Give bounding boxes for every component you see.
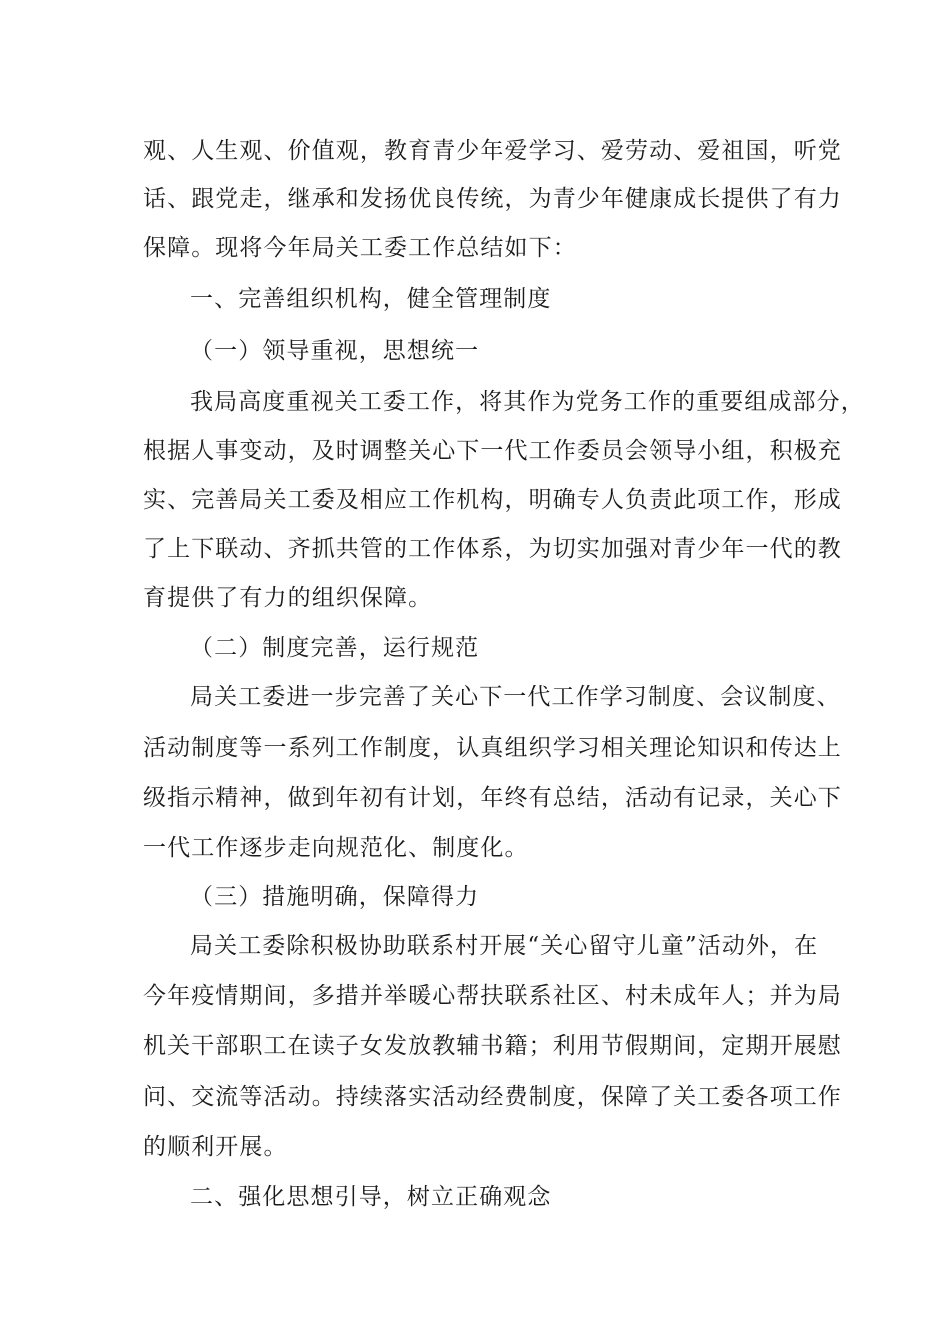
body-text-line: 的顺利开展。 xyxy=(143,1134,288,1160)
body-text-line: 我局高度重视关工委工作，将其作为党务工作的重要组成部分， xyxy=(190,389,865,415)
body-text-line: 一代工作逐步走向规范化、制度化。 xyxy=(143,835,529,861)
body-text-line: 今年疫情期间，多措并举暖心帮扶联系社区、村未成年人；并为局 xyxy=(143,983,842,1009)
body-text-line: 问、交流等活动。持续落实活动经费制度，保障了关工委各项工作 xyxy=(143,1084,842,1110)
body-text-line: 根据人事变动，及时调整关心下一代工作委员会领导小组，积极充 xyxy=(143,438,842,464)
body-text-line: 话、跟党走，继承和发扬优良传统，为青少年健康成长提供了有力 xyxy=(143,186,842,212)
section-heading-2: 二、强化思想引导，树立正确观念 xyxy=(190,1184,552,1210)
body-text-line: 级指示精神，做到年初有计划，年终有总结，活动有记录，关心下 xyxy=(143,785,842,811)
body-text-line: 保障。现将今年局关工委工作总结如下： xyxy=(143,235,577,261)
body-text-line: 实、完善局关工委及相应工作机构，明确专人负责此项工作，形成 xyxy=(143,487,842,513)
body-text-line: 观、人生观、价值观，教育青少年爱学习、爱劳动、爱祖国，听党 xyxy=(143,138,842,164)
body-text-line: 机关干部职工在读子女发放教辅书籍；利用节假期间，定期开展慰 xyxy=(143,1033,842,1059)
subsection-heading-1: （一）领导重视，思想统一 xyxy=(190,338,480,364)
section-heading-1: 一、完善组织机构，健全管理制度 xyxy=(190,286,552,312)
body-text-line: 了上下联动、齐抓共管的工作体系，为切实加强对青少年一代的教 xyxy=(143,536,842,562)
subsection-heading-2: （二）制度完善，运行规范 xyxy=(190,635,480,661)
body-text-line: 育提供了有力的组织保障。 xyxy=(143,585,433,611)
subsection-heading-3: （三）措施明确，保障得力 xyxy=(190,884,480,910)
body-text-line: 活动制度等一系列工作制度，认真组织学习相关理论知识和传达上 xyxy=(143,735,842,761)
body-text-line: 局关工委进一步完善了关心下一代工作学习制度、会议制度、 xyxy=(190,684,841,710)
body-text-line: 局关工委除积极协助联系村开展“关心留守儿童”活动外，在 xyxy=(190,933,819,959)
